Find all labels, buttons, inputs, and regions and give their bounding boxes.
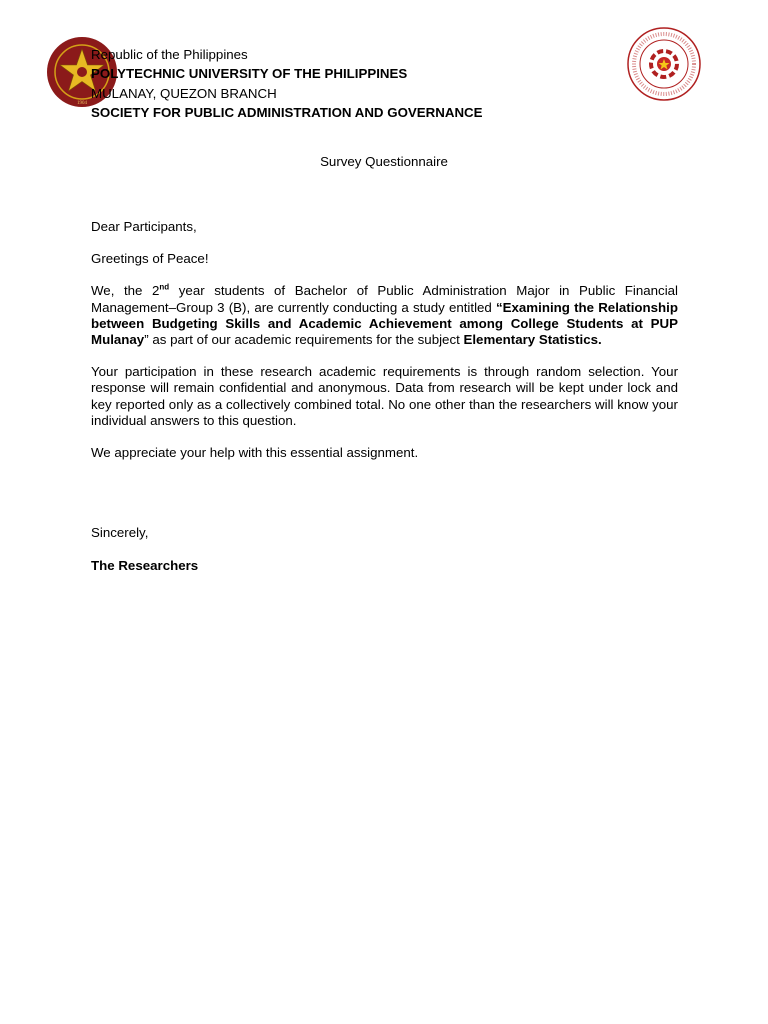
para1-text-3: ” as part of our academic requirements for the subject [144, 332, 464, 348]
ordinal-suffix: nd [159, 282, 170, 292]
greeting: Greetings of Peace! [91, 251, 209, 267]
para1-text-1: We, the 2 [91, 283, 160, 299]
para1-text-2: year students of Bachelor of Public Administration Major in Public Financial Management–Group 3 (B), are currently conducting a study entitled [91, 283, 679, 315]
header-society: SOCIETY FOR PUBLIC ADMINISTRATION AND GOVERNANCE [91, 104, 483, 120]
document-title: Survey Questionnaire [320, 154, 448, 169]
svg-text:1904: 1904 [77, 101, 87, 106]
header-university: POLYTECHNIC UNIVERSITY OF THE PHILIPPINES [91, 66, 408, 82]
study-title: “Examining the Relationship between Budgeting Skills and Academic Achievement among College Students at PUP Mulanay [91, 299, 678, 348]
paragraph-appreciation: We appreciate your help with this essential assignment. [91, 445, 419, 461]
subject-name: Elementary Statistics. [463, 332, 602, 348]
signature: The Researchers [91, 558, 199, 574]
salutation: Dear Participants, [91, 219, 197, 234]
letter-body [91, 219, 678, 575]
paragraph-confidentiality: Your participation in these research academic requirements is through random selection. Your response will remain confidential and anonymous. Data from research will be kept under lock and key reported only as a collectively combined total. No one other than the researchers will know your individual answers to this question. [91, 364, 678, 428]
closing: Sincerely, [91, 525, 149, 541]
paragraph-intro [91, 283, 678, 348]
header-branch: MULANAY, QUEZON BRANCH [91, 85, 277, 101]
header-republic: Republic of the Philippines [91, 47, 248, 62]
letterhead [91, 45, 651, 122]
